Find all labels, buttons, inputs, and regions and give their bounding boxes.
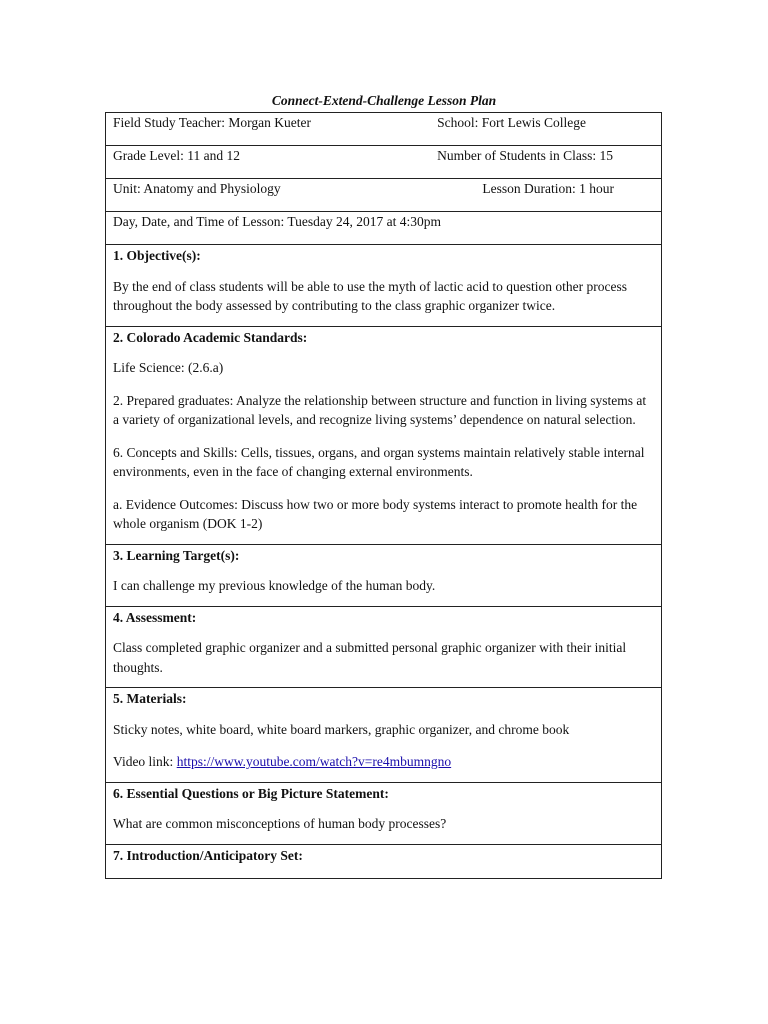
cell-learning-targets bbox=[106, 544, 662, 606]
number-of-students: Number of Students in Class: 15 bbox=[437, 148, 613, 163]
cell-materials bbox=[106, 688, 662, 783]
cell-teacher-school bbox=[106, 113, 662, 146]
row-unit-duration bbox=[106, 179, 662, 212]
introduction-heading: 7. Introduction/Anticipatory Set: bbox=[113, 847, 303, 863]
standards-life-science: Life Science: (2.6.a) bbox=[113, 360, 224, 375]
grade-level: Grade Level: 11 and 12 bbox=[113, 148, 240, 163]
cell-grade-students bbox=[106, 146, 662, 179]
cell-unit-duration bbox=[106, 179, 662, 212]
row-objectives bbox=[106, 245, 662, 327]
cell-assessment bbox=[106, 606, 662, 688]
objectives-heading: 1. Objective(s): bbox=[113, 248, 201, 263]
cell-objectives bbox=[106, 245, 662, 327]
row-assessment bbox=[106, 606, 662, 688]
video-link-label: Video link: bbox=[113, 754, 177, 769]
standards-prepared-graduates: 2. Prepared graduates: Analyze the relationship between structure and function in living systems at a variety of organizational levels, and recognize living systems’ dependence on natural selection. bbox=[113, 392, 647, 427]
learning-targets-text: I can challenge my previous knowledge of the human body. bbox=[113, 578, 436, 593]
materials-text: Sticky notes, white board, white board markers, graphic organizer, and chrome book bbox=[113, 721, 570, 737]
row-introduction bbox=[106, 844, 662, 879]
document-title: Connect-Extend-Challenge Lesson Plan bbox=[271, 93, 497, 108]
cell-introduction bbox=[106, 844, 662, 879]
cell-date bbox=[106, 212, 662, 245]
essential-questions-heading: 6. Essential Questions or Big Picture Statement: bbox=[113, 785, 389, 801]
lesson-date-time: Day, Date, and Time of Lesson: Tuesday 24, 2017 at 4:30pm bbox=[113, 214, 441, 229]
standards-concepts-skills: 6. Concepts and Skills: Cells, tissues, organs, and organ systems maintain relatively stable internal environments, even in the face of changing external environments. bbox=[113, 444, 645, 479]
learning-targets-heading: 3. Learning Target(s): bbox=[113, 547, 240, 563]
essential-questions-text: What are common misconceptions of human body processes? bbox=[113, 816, 447, 831]
row-materials bbox=[106, 688, 662, 783]
school: School: Fort Lewis College bbox=[437, 115, 586, 130]
unit: Unit: Anatomy and Physiology bbox=[113, 181, 281, 196]
row-grade-students bbox=[106, 146, 662, 179]
lesson-plan-table bbox=[105, 112, 662, 879]
assessment-heading: 4. Assessment: bbox=[113, 609, 197, 625]
field-study-teacher: Field Study Teacher: Morgan Kueter bbox=[113, 115, 312, 130]
row-standards bbox=[106, 326, 662, 544]
materials-heading: 5. Materials: bbox=[113, 691, 187, 706]
cell-standards bbox=[106, 326, 662, 544]
video-link[interactable]: https://www.youtube.com/watch?v=re4mbumngno bbox=[176, 754, 452, 769]
row-learning-targets bbox=[106, 544, 662, 606]
cell-essential-questions bbox=[106, 782, 662, 844]
standards-evidence-outcomes: a. Evidence Outcomes: Discuss how two or more body systems interact to promote health for the whole organism (DOK 1-2) bbox=[113, 496, 638, 531]
assessment-text: Class completed graphic organizer and a submitted personal graphic organizer with their initial thoughts. bbox=[113, 640, 627, 675]
video-link-line bbox=[113, 752, 654, 772]
row-essential-questions bbox=[106, 782, 662, 844]
row-date bbox=[106, 212, 662, 245]
standards-heading: 2. Colorado Academic Standards: bbox=[113, 329, 308, 345]
objectives-text: By the end of class students will be able to use the myth of lactic acid to question other process throughout the body assessed by contributing to the class graphic organizer twice. bbox=[113, 278, 628, 313]
lesson-duration: Lesson Duration: 1 hour bbox=[482, 181, 614, 196]
row-teacher-school bbox=[106, 113, 662, 146]
